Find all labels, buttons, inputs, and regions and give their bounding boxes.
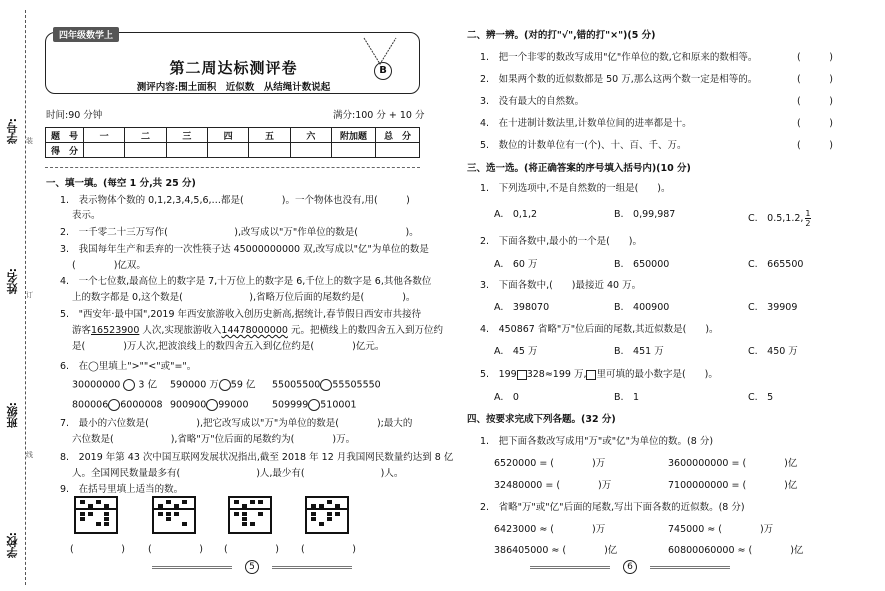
score-header: 总 分 (376, 128, 420, 143)
q1-6: 6. 在◯里填上">""<"或"="。 (60, 361, 197, 372)
full-score: 满分:100 分 + 10 分 (333, 110, 425, 121)
approx-item[interactable]: 6423000 ≈ ( )万 (494, 524, 606, 535)
digit-box[interactable] (586, 370, 596, 380)
score-cell[interactable] (166, 143, 207, 158)
option-text: C. 0.5,1.2, (748, 213, 804, 224)
judge-item: 4. 在十进制计数法里,计数单位间的进率都是十。 (480, 118, 692, 129)
score-cell[interactable] (249, 143, 290, 158)
abacus-blank[interactable]: ( ) (224, 544, 279, 555)
choice-question: 1. 下列选项中,不是自然数的一组是( )。 (480, 183, 671, 194)
option-a[interactable]: A. 398070 (494, 302, 550, 313)
judge-item: 5. 数位的计数单位有一(个)、十、百、千、万。 (480, 140, 687, 151)
score-header: 六 (290, 128, 331, 143)
num: 800006 (72, 399, 109, 411)
q1-4-cont: 上的数字都是 0,这个数是( ),省略万位后面的尾数约是( )。 (72, 292, 416, 303)
compare-circle[interactable] (219, 379, 231, 391)
score-header: 四 (207, 128, 248, 143)
judge-item: 1. 把一个非零的数改写成用"亿"作单位的数,它和原来的数相等。 (480, 52, 758, 63)
num: 590000 万 (170, 379, 219, 391)
q1-7: 7. 最小的六位数是( ),把它改写成以"万"为单位的数是( );最大的 (60, 418, 413, 429)
footer-ornament (152, 566, 232, 569)
abacus-blank[interactable]: ( ) (301, 544, 356, 555)
q1-1-cont: 表示。 (72, 210, 101, 221)
compare-item (272, 379, 381, 392)
q1-5-cont2: 是( )万人次,把波浪线上的数四舍五入到亿位约是( )亿元。 (72, 341, 385, 352)
text: 里可填的最小数字是( )。 (596, 369, 718, 380)
school-label: 学校: (6, 532, 19, 559)
num: 900900 (170, 399, 207, 411)
num: 30000000 (72, 379, 121, 391)
conversion-item[interactable]: 6520000 = ( )万 (494, 458, 606, 469)
compare-circle[interactable] (320, 379, 332, 391)
class-label: 班级: (6, 402, 19, 429)
fraction (805, 209, 810, 228)
score-cell[interactable] (376, 143, 420, 158)
page-number: 5 (245, 560, 259, 574)
option-a[interactable]: A. 60 万 (494, 259, 538, 270)
num: 509999 (272, 399, 309, 411)
page-number-right (600, 560, 660, 574)
approx-item[interactable]: 386405000 ≈ ( )亿 (494, 545, 618, 556)
divider (45, 167, 420, 168)
conversion-item[interactable]: 32480000 = ( )万 (494, 480, 612, 491)
conversion-item[interactable]: 7100000000 = ( )亿 (668, 480, 798, 491)
option-c[interactable]: C. 39909 (748, 302, 798, 313)
option-a[interactable]: A. 0,1,2 (494, 209, 538, 220)
numerator: 1 (805, 209, 811, 218)
compare-item (272, 399, 357, 412)
choice-question (480, 369, 718, 381)
compare-circle[interactable] (123, 379, 135, 391)
q1-3-cont: ( )亿双。 (72, 260, 146, 271)
compare-item (72, 399, 163, 412)
abacus-icon (152, 496, 196, 534)
q1-8: 8. 2019 年第 43 次中国互联网发展状况指出,截至 2018 年 12 月我国网民数量约达到 8 亿 (60, 452, 454, 463)
digit-box[interactable] (517, 370, 527, 380)
score-header: 附加题 (332, 128, 376, 143)
score-header: 一 (84, 128, 125, 143)
binding-strip (0, 0, 32, 591)
text: 元。把横线上的数四舍五入到万位约 (287, 325, 443, 336)
score-cell[interactable] (207, 143, 248, 158)
approx-item[interactable]: 745000 ≈ ( )万 (668, 524, 774, 535)
answer-paren[interactable]: ( ) (797, 52, 833, 63)
cut-mark: 订 (26, 291, 33, 299)
section-2-title: 二、辨一辨。(对的打"√",错的打"×")(5 分) (467, 30, 656, 41)
abacus-icon (74, 496, 118, 534)
option-b[interactable]: B. 400900 (614, 302, 670, 313)
compare-item (170, 379, 255, 392)
score-header: 二 (125, 128, 166, 143)
choice-question: 3. 下面各数中,( )最接近 40 万。 (480, 280, 642, 291)
footer-ornament (650, 566, 730, 569)
score-cell[interactable] (332, 143, 376, 158)
answer-paren[interactable]: ( ) (797, 74, 833, 85)
option-c[interactable]: C. 5 (748, 392, 774, 403)
answer-paren[interactable]: ( ) (797, 96, 833, 107)
num: 6000008 (120, 399, 163, 411)
approx-item[interactable]: 60800060000 ≈ ( )亿 (668, 545, 804, 556)
num: 99000 (218, 399, 249, 411)
num: 55005500 (272, 379, 321, 391)
score-row-label: 得 分 (46, 143, 84, 158)
q1-2: 2. 一千零二十三万写作( ),改写成以"万"作单位的数是( )。 (60, 227, 419, 238)
level-medal: B (374, 62, 392, 80)
q1-4: 4. 一个七位数,最高位上的数字是 7,十万位上的数字是 6,千位上的数字是 6,其他各数位 (60, 276, 432, 287)
compare-item (72, 379, 157, 392)
judge-item: 3. 没有最大的自然数。 (480, 96, 585, 107)
option-c[interactable]: C. 665500 (748, 259, 804, 270)
abacus-icon (305, 496, 349, 534)
choice-question: 4. 450867 省略"万"位后面的尾数,其近似数是( )。 (480, 324, 719, 335)
section-4-title: 四、按要求完成下列各题。(32 分) (467, 414, 616, 425)
task-question: 2. 省略"万"或"亿"后面的尾数,写出下面各数的近似数。(8 分) (480, 502, 745, 513)
option-c[interactable]: C. 450 万 (748, 346, 798, 357)
num: 55505550 (332, 379, 381, 391)
q1-3: 3. 我国每年生产和丢弃的一次性筷子达 45000000000 双,改写成以"亿"为单位的数是 (60, 244, 429, 255)
option-b[interactable]: B. 0,99,987 (614, 209, 676, 220)
score-header: 题 号 (46, 128, 84, 143)
option-b[interactable]: B. 1 (614, 392, 640, 403)
q1-9: 9. 在括号里填上适当的数。 (60, 484, 184, 495)
score-cell[interactable] (125, 143, 166, 158)
cut-mark: 线 (26, 451, 33, 459)
name-label: 姓名: (6, 268, 19, 295)
answer-paren[interactable]: ( ) (797, 140, 833, 151)
q1-5-cont (72, 325, 443, 337)
score-header: 三 (166, 128, 207, 143)
page-number-left (222, 560, 282, 574)
abacus-blank[interactable]: ( ) (148, 544, 203, 555)
time-limit: 时间:90 分钟 (46, 110, 103, 121)
text: 328≈199 万, (526, 369, 587, 380)
judge-item: 2. 如果两个数的近似数都是 50 万,那么这两个数一定是相等的。 (480, 74, 758, 85)
conversion-item[interactable]: 3600000000 = ( )亿 (668, 458, 798, 469)
abacus-icon (228, 496, 272, 534)
q1-1: 1. 表示物体个数的 0,1,2,3,4,5,6,…都是( )。一个物体也没有,用( ) (60, 195, 410, 206)
option-a[interactable]: A. 0 (494, 392, 519, 403)
num: 510001 (320, 399, 357, 411)
page-title: 第二周达标测评卷 (169, 59, 298, 77)
option-c[interactable] (748, 209, 811, 228)
option-a[interactable]: A. 45 万 (494, 346, 538, 357)
score-header: 五 (249, 128, 290, 143)
option-b[interactable]: B. 451 万 (614, 346, 664, 357)
cut-mark: 装 (26, 137, 33, 145)
section-3-title: 三、选一选。(将正确答案的序号填入括号内)(10 分) (467, 163, 691, 174)
compare-circle[interactable] (206, 399, 218, 411)
compare-circle[interactable] (108, 399, 120, 411)
wavy-number: 14478000000 (221, 325, 288, 336)
compare-item (170, 399, 249, 412)
answer-paren[interactable]: ( ) (797, 118, 833, 129)
num: 59 亿 (230, 379, 256, 391)
num: 3 亿 (138, 379, 157, 391)
denominator: 2 (805, 219, 811, 228)
text: 人次,实现旅游收入 (139, 325, 222, 336)
task-question: 1. 把下面各数改写成用"万"或"亿"为单位的数。(8 分) (480, 436, 714, 447)
score-cell[interactable] (84, 143, 125, 158)
footer-ornament (272, 566, 352, 569)
grade-tag: 四年级数学上 (53, 27, 119, 42)
text: 5. 199 (480, 369, 517, 380)
student-id-label: 学号: (6, 118, 19, 145)
text: 游客 (72, 325, 92, 336)
q1-5: 5. "西安年·最中国",2019 年西安旅游收入创历史新高,据统计,春节假日西安市共接待 (60, 309, 422, 320)
abacus-blank[interactable]: ( ) (70, 544, 125, 555)
footer-ornament (530, 566, 610, 569)
underlined-number: 16523900 (91, 325, 140, 336)
page-number: 6 (623, 560, 637, 574)
score-table (45, 127, 420, 158)
option-b[interactable]: B. 650000 (614, 259, 670, 270)
section-1-title: 一、填一填。(每空 1 分,共 25 分) (46, 178, 196, 189)
compare-circle[interactable] (308, 399, 320, 411)
q1-7-cont: 六位数是( ),省略"万"位后面的尾数约为( )万。 (72, 434, 356, 445)
score-cell[interactable] (290, 143, 331, 158)
choice-question: 2. 下面各数中,最小的一个是( )。 (480, 236, 642, 247)
q1-8-cont: 人。全国网民数量最多有( )人,最少有( )人。 (72, 468, 404, 479)
test-scope: 测评内容:围土面积 近似数 从结绳计数说起 (136, 82, 331, 93)
